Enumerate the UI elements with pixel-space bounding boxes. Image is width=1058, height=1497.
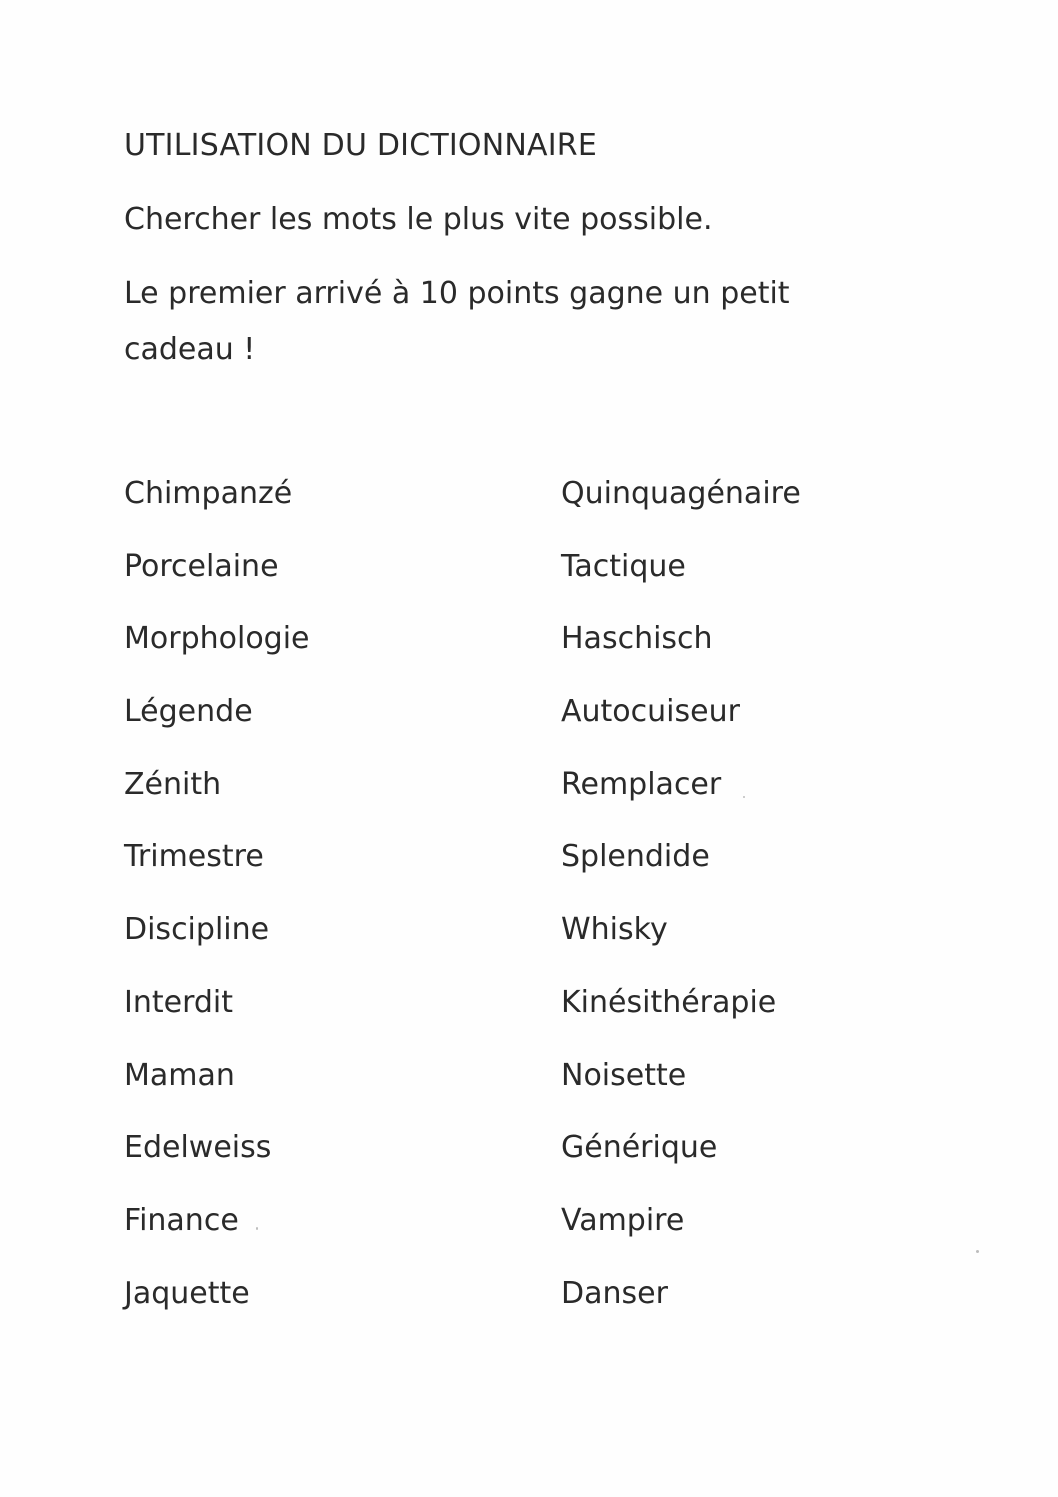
word-item: Vampire [561, 1202, 685, 1238]
page-title: UTILISATION DU DICTIONNAIRE [124, 128, 597, 163]
word-item: Noisette [561, 1057, 687, 1093]
word-item: Interdit [124, 984, 234, 1020]
word-item: Discipline [124, 912, 270, 948]
word-item: Générique [561, 1130, 718, 1166]
word-item: Autocuiseur [561, 694, 740, 730]
word-item: Edelweiss [124, 1130, 272, 1166]
word-item: Haschisch [561, 621, 713, 657]
instruction-search: Chercher les mots le plus vite possible. [124, 202, 713, 237]
word-list-left [124, 465, 310, 1337]
word-item: Tactique [561, 548, 686, 584]
word-item: Chimpanzé [124, 476, 293, 511]
word-item: Whisky [561, 912, 668, 948]
scan-speck [976, 1250, 979, 1253]
word-item: Légende [124, 694, 253, 730]
word-item: Danser [561, 1275, 668, 1311]
word-item: Jaquette [124, 1275, 250, 1311]
word-item: Splendide [561, 839, 710, 875]
word-item: Finance [124, 1202, 239, 1238]
word-item: Zénith [124, 766, 222, 802]
word-item: Trimestre [124, 839, 264, 875]
word-item: Remplacer [561, 766, 722, 802]
word-item: Kinésithérapie [561, 984, 777, 1020]
word-item: Maman [124, 1057, 235, 1093]
word-item: Quinquagénaire [561, 476, 801, 511]
word-item: Morphologie [124, 621, 310, 657]
instruction-prize: Le premier arrivé à 10 points gagne un petit cadeau ! [124, 276, 790, 367]
word-item: Porcelaine [124, 548, 279, 584]
scan-speck [743, 796, 745, 798]
scan-speck [256, 1227, 258, 1230]
word-list-right [561, 465, 801, 1337]
